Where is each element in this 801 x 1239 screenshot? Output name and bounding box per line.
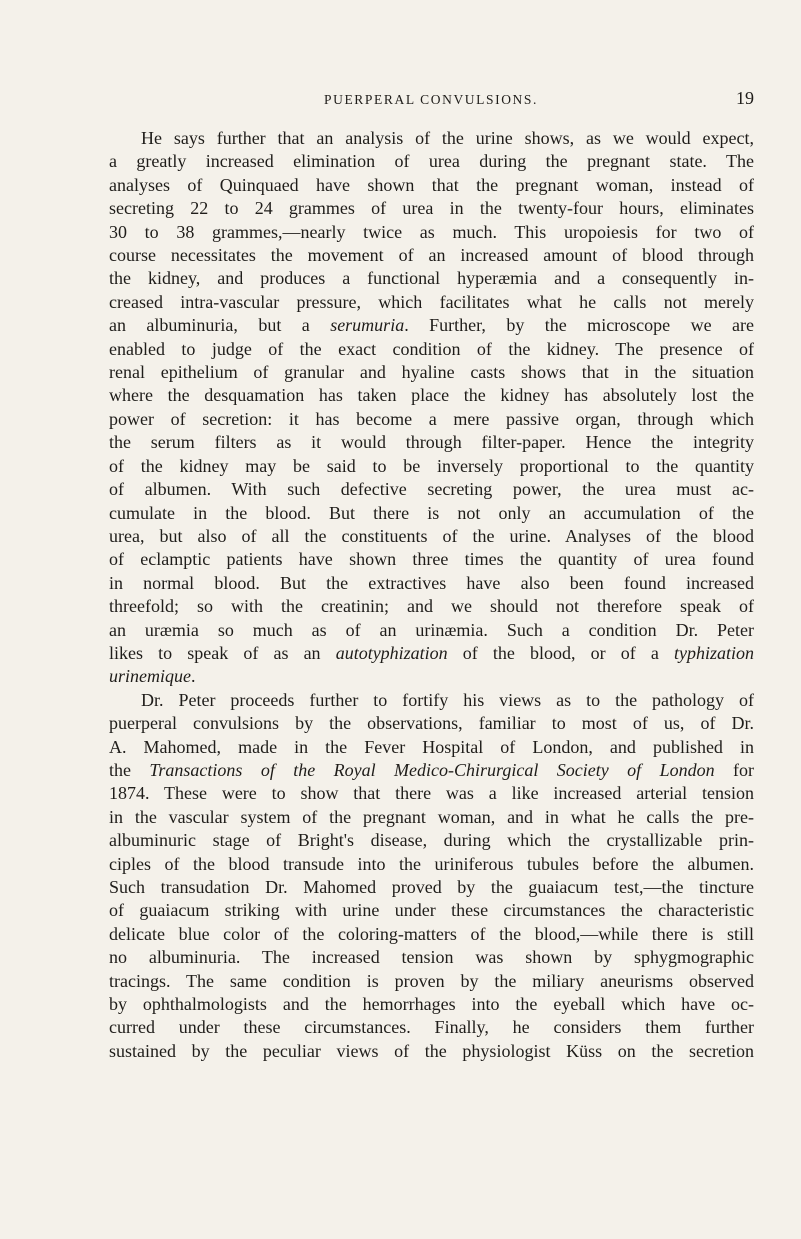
text-run: likes to speak of as an — [109, 642, 336, 663]
text-line: in the vascular system of the pregnant woman, and in what he calls the pre- — [109, 806, 754, 827]
text-line: of the kidney may be said to be inversely proportional to the quantity — [109, 455, 754, 476]
text-line: cumulate in the blood. But there is not only an accumulation of the — [109, 502, 754, 523]
text-line: enabled to judge of the exact condition of the kidney. The presence of — [109, 338, 754, 359]
body-text — [109, 127, 754, 1063]
text-line: threefold; so with the creatinin; and we should not therefore speak of — [109, 596, 754, 617]
text-line: an uræmia so much as of an urinæmia. Such a condition Dr. Peter — [109, 619, 754, 640]
text-line: renal epithelium of granular and hyaline casts shows that in the situation — [109, 362, 754, 383]
text-line: tracings. The same condition is proven by the miliary aneurisms observed — [109, 970, 754, 991]
text-run: of the blood, or of a — [447, 642, 674, 663]
page-header — [108, 88, 754, 112]
text-line: course necessitates the movement of an increased amount of blood through — [109, 245, 754, 266]
text-line: the kidney, and produces a functional hyperæmia and a consequently in- — [109, 268, 754, 289]
italic-title: Transactions of the Royal Medico-Chirurgical Society of London — [149, 759, 715, 780]
text-line: in normal blood. But the extractives have also been found increased — [109, 572, 754, 593]
paragraph-1 — [109, 127, 754, 689]
text-line: A. Mahomed, made in the Fever Hospital of London, and published in — [109, 736, 754, 757]
text-line — [109, 759, 754, 782]
text-line: puerperal convulsions by the observations, familiar to most of us, of Dr. — [109, 713, 754, 734]
text-line: He says further that an analysis of the urine shows, as we would expect, — [141, 128, 754, 148]
text-line: analyses of Quinquaed have shown that the pregnant woman, instead of — [109, 174, 754, 195]
text-line: where the desquamation has taken place the kidney has absolutely lost the — [109, 385, 754, 406]
text-line: ciples of the blood transude into the uriniferous tubules before the albumen. — [109, 853, 754, 874]
text-line: albuminuric stage of Bright's disease, during which the crystallizable prin- — [109, 830, 754, 851]
text-run: for — [714, 759, 754, 780]
text-run: . Further, by the microscope we are — [404, 315, 754, 336]
text-line — [109, 665, 754, 688]
text-line: urea, but also of all the constituents of the urine. Analyses of the blood — [109, 525, 754, 546]
running-head: PUERPERAL CONVULSIONS. — [324, 92, 538, 107]
italic-term: urinemique — [109, 666, 191, 687]
text-line: power of secretion: it has become a mere passive organ, through which — [109, 408, 754, 429]
text-line: 1874. These were to show that there was a like increased arterial tension — [109, 783, 754, 804]
text-line: secreting 22 to 24 grammes of urea in the twenty-four hours, eliminates — [109, 198, 754, 219]
italic-term: serumuria — [330, 315, 405, 336]
text-line: of guaiacum striking with urine under these circumstances the characteristic — [109, 900, 754, 921]
text-line: Such transudation Dr. Mahomed proved by the guaiacum test,—the tincture — [109, 877, 754, 897]
paragraph-2 — [109, 689, 754, 1064]
text-run: . — [190, 666, 196, 687]
text-line: the serum filters as it would through filter-paper. Hence the integrity — [109, 432, 754, 453]
text-line — [109, 314, 754, 337]
text-line — [109, 642, 754, 665]
text-line: sustained by the peculiar views of the physiologist Küss on the secretion — [109, 1040, 754, 1061]
text-run: the — [109, 759, 150, 780]
text-run: an albuminuria, but a — [109, 315, 331, 336]
text-line: curred under these circumstances. Finally, he considers them further — [109, 1017, 754, 1038]
text-line: creased intra-vascular pressure, which facilitates what he calls not merely — [109, 291, 754, 312]
italic-term: autotyphization — [335, 642, 448, 663]
text-line: 30 to 38 grammes,—nearly twice as much. This uropoiesis for two of — [109, 221, 754, 242]
text-line: Dr. Peter proceeds further to fortify his views as to the pathology of — [141, 689, 754, 710]
text-line: a greatly increased elimination of urea during the pregnant state. The — [109, 151, 754, 172]
page-number: 19 — [736, 88, 754, 108]
text-line: by ophthalmologists and the hemorrhages into the eyeball which have oc- — [109, 994, 754, 1015]
text-line: of eclamptic patients have shown three times the quantity of urea found — [109, 549, 754, 570]
text-line: delicate blue color of the coloring-matters of the blood,—while there is still — [109, 923, 754, 944]
text-line: no albuminuria. The increased tension was shown by sphygmographic — [109, 947, 754, 968]
text-line: of albumen. With such defective secreting power, the urea must ac- — [109, 479, 754, 500]
italic-term: typhization — [674, 642, 754, 663]
